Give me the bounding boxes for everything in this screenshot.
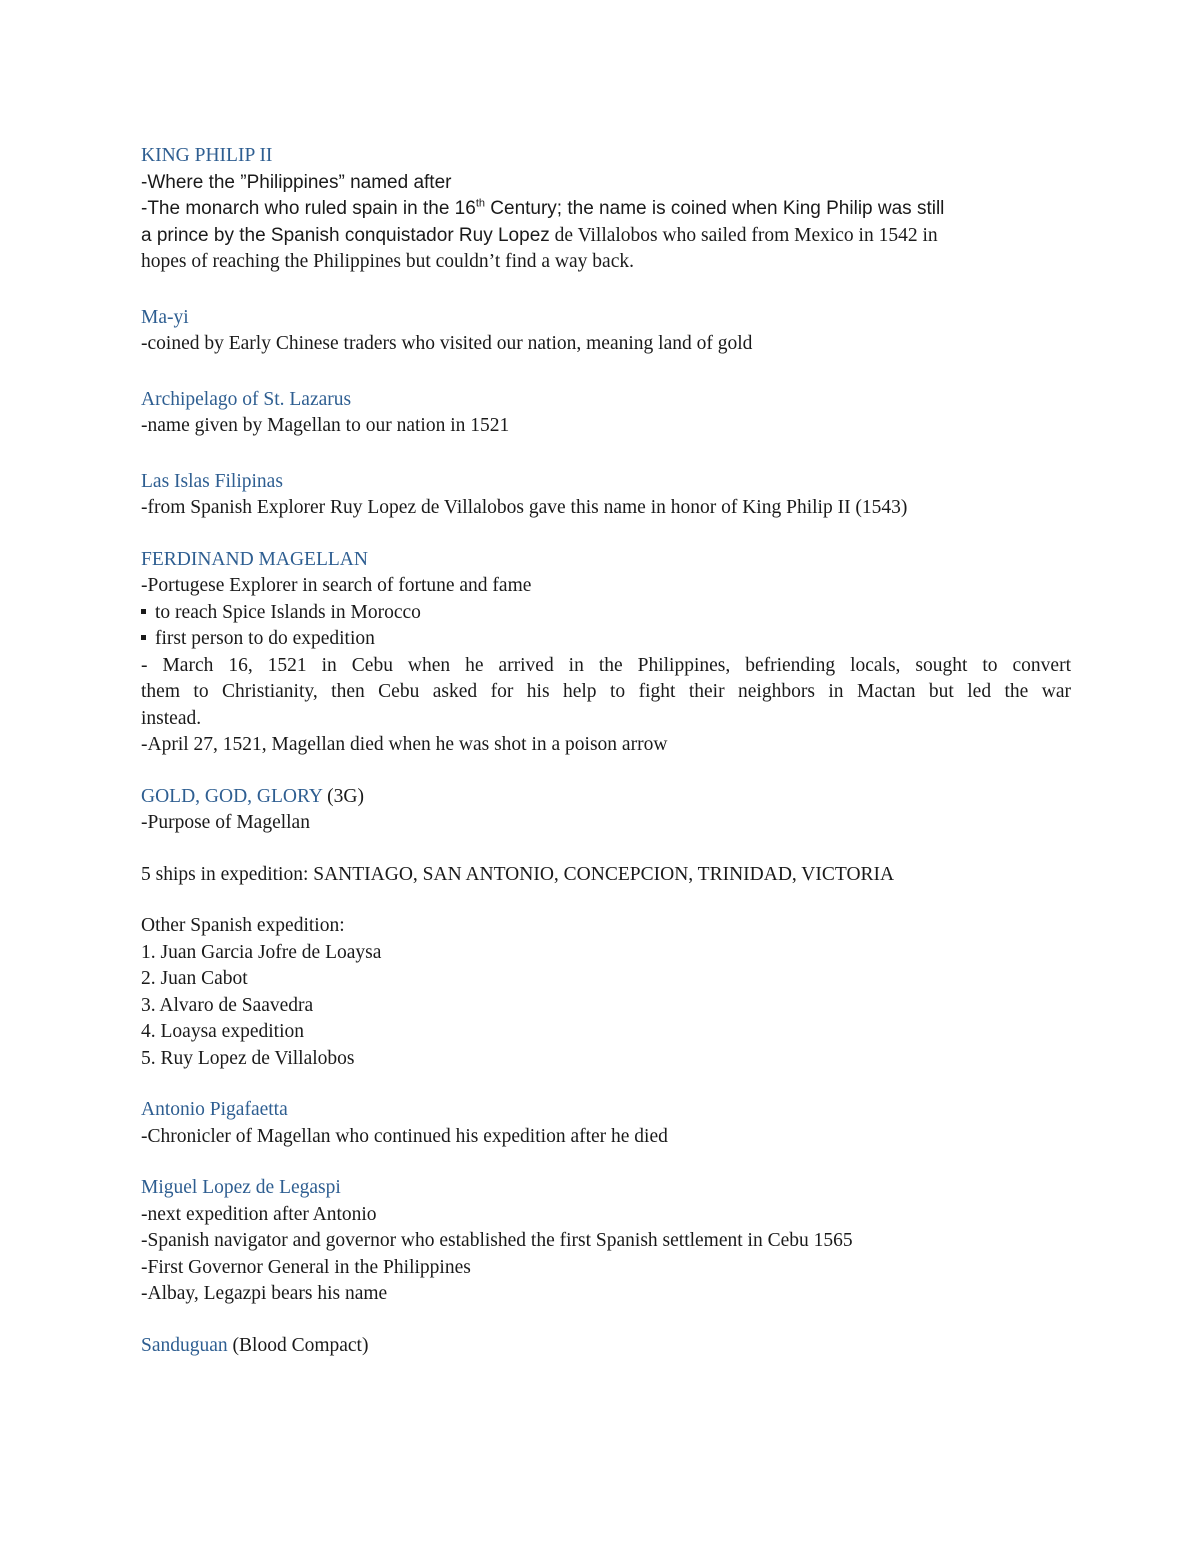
st-lazarus-line-1: -name given by Magellan to our nation in 1521	[141, 415, 510, 436]
legaspi-line-4: -Albay, Legazpi bears his name	[141, 1283, 388, 1304]
heading-king-philip: KING PHILIP II	[141, 145, 273, 166]
heading-sanduguan: Sanduguan (Blood Compact)	[141, 1334, 369, 1356]
bullet-icon	[141, 600, 155, 627]
bullet-icon	[141, 626, 155, 653]
document-page	[141, 143, 1071, 1359]
king-philip-line-1: -Where the ”Philippines” named after	[141, 171, 452, 193]
3g-line-1: -Purpose of Magellan	[141, 812, 310, 833]
legaspi-line-1: -next expedition after Antonio	[141, 1203, 377, 1225]
magellan-line-4: instead.	[141, 707, 202, 729]
magellan-bullet-2: first person to do expedition	[141, 626, 1071, 653]
legaspi-line-2: -Spanish navigator and governor who established the first Spanish settlement in Cebu 1565	[141, 1230, 853, 1251]
list-item: 5. Ruy Lopez de Villalobos	[141, 1047, 355, 1069]
las-islas-line-1: -from Spanish Explorer Ruy Lopez de Villalobos gave this name in honor of King Philip II (1543)	[141, 497, 908, 518]
magellan-line-3: them to Christianity, then Cebu asked for his help to fight their neighbors in Mactan but led the war	[141, 681, 1071, 702]
legaspi-line-3: -First Governor General in the Philippines	[141, 1256, 471, 1278]
list-item: 1. Juan Garcia Jofre de Loaysa	[141, 941, 382, 963]
king-philip-line-2: -The monarch who ruled spain in the 16th Century; the name is coined when King Philip was still	[141, 197, 945, 219]
list-item: 2. Juan Cabot	[141, 968, 248, 989]
magellan-line-2: - March 16, 1521 in Cebu when he arrived in the Philippines, befriending locals, sought to convert	[141, 654, 1071, 676]
heading-ma-yi: Ma-yi	[141, 306, 189, 328]
king-philip-line-3: a prince by the Spanish conquistador Ruy Lopez de Villalobos who sailed from Mexico in 1542 in	[141, 224, 938, 246]
heading-pigafetta: Antonio Pigafaetta	[141, 1099, 288, 1120]
heading-st-lazarus: Archipelago of St. Lazarus	[141, 388, 352, 410]
heading-magellan: FERDINAND MAGELLAN	[141, 548, 368, 570]
ships-line: 5 ships in expedition: SANTIAGO, SAN ANTONIO, CONCEPCION, TRINIDAD, VICTORIA	[141, 863, 895, 885]
list-item: 4. Loaysa expedition	[141, 1021, 304, 1042]
heading-legaspi: Miguel Lopez de Legaspi	[141, 1177, 341, 1198]
magellan-line-5: -April 27, 1521, Magellan died when he was shot in a poison arrow	[141, 734, 668, 755]
magellan-bullet-1: to reach Spice Islands in Morocco	[141, 600, 1071, 627]
heading-las-islas: Las Islas Filipinas	[141, 470, 283, 492]
ma-yi-line-1: -coined by Early Chinese traders who visited our nation, meaning land of gold	[141, 333, 753, 354]
king-philip-line-4: hopes of reaching the Philippines but couldn’t find a way back.	[141, 251, 634, 272]
heading-3g: GOLD, GOD, GLORY (3G)	[141, 785, 364, 807]
other-expeditions-title: Other Spanish expedition:	[141, 915, 345, 936]
pigafetta-line-1: -Chronicler of Magellan who continued his expedition after he died	[141, 1125, 668, 1147]
magellan-line-1: -Portugese Explorer in search of fortune and fame	[141, 575, 532, 596]
list-item: 3. Alvaro de Saavedra	[141, 994, 314, 1016]
